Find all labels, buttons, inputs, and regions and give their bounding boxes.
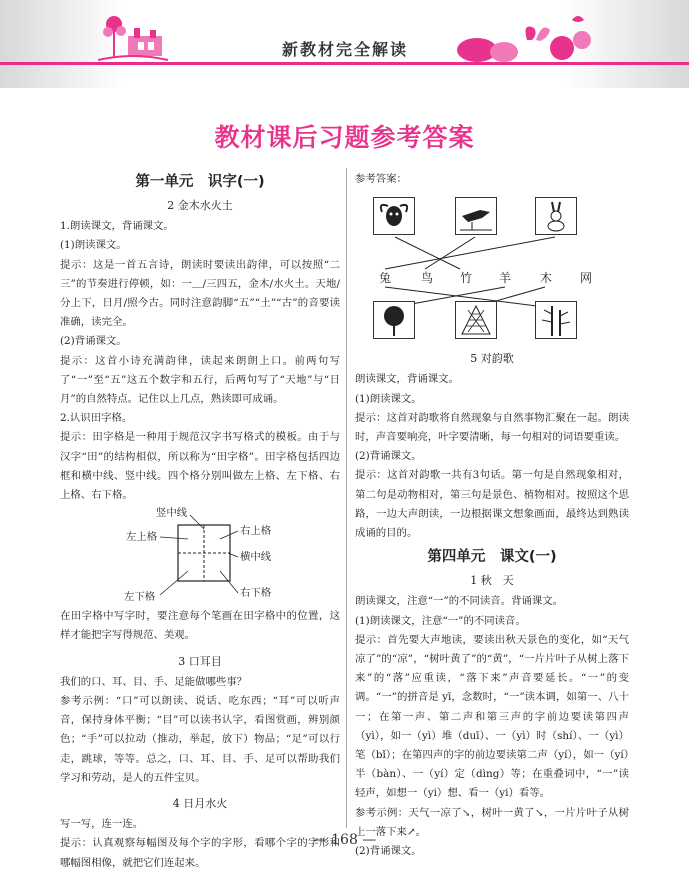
paragraph: 提示：这是一首五言诗，朗读时要读出韵律，可以按照“二三”的节奏进行停顿，如：一＿/三四五，金木/水火土。天地/分上下，日月/照今古。同时注意韵脚“五”“土”“古”的音要读准确，读完全。 bbox=[60, 258, 340, 329]
paragraph: 提示：这首小诗充满韵律，读起来朗朗上口。前两句写了“一”至“五”这五个数字和五行，后两句写了“天地”与“日月”的自然特点。记住以上几点，熟读即可成诵。 bbox=[60, 354, 340, 406]
lesson-title: 5 对韵歌 bbox=[470, 352, 514, 366]
match-char: 木 bbox=[540, 271, 553, 286]
bird-picture bbox=[455, 197, 497, 235]
paragraph: 提示：首先要大声地读，要读出秋天景色的变化，如“天气凉了”的“凉”，“树叶黄了”的“黄”，“一片片叶子从树上落下来”的“落”应重读，“落下来”声音要延长。“一”的变调。“一”的拼音是 yī，念数时，“一”读本调，如第一、八十一；在第一声、第二声和第三声的字前边要读第四声（yì），如一（yì）堆（duī）、一（yì）时（shí）、一（yì）笔（bǐ）；在第四声的字的前边要读第二声（yí），如一（yí）半（bàn）、一（yí）定（dìng）等；在重叠词中，“一”读轻声，如想一（yi）想、看一（yi）看等。 bbox=[355, 633, 629, 800]
paragraph: 我们的口、耳、目、手、足能做哪些事？ bbox=[60, 675, 248, 688]
bamboo-picture bbox=[535, 301, 577, 339]
grid-label-vertical: 竖中线 bbox=[156, 507, 188, 520]
net-picture bbox=[455, 301, 497, 339]
paragraph: 写一写，连一连。 bbox=[60, 818, 144, 831]
right-column bbox=[355, 170, 629, 861]
rabbit-picture bbox=[535, 197, 577, 235]
paragraph: (1)朗读课文。 bbox=[355, 392, 422, 405]
paragraph: (1)朗读课文。 bbox=[60, 239, 127, 252]
grid-label-upper-left: 左上格 bbox=[126, 531, 158, 544]
page-header-banner bbox=[0, 0, 689, 88]
lesson-title: 2 金木水火土 bbox=[167, 199, 233, 212]
paragraph: 2.认识田字格。 bbox=[60, 412, 133, 425]
tianzige-diagram bbox=[60, 507, 340, 605]
reference-label: 参考答案： bbox=[355, 173, 407, 185]
castle-tree-decoration-icon bbox=[98, 8, 168, 64]
match-char: 羊 bbox=[499, 271, 512, 286]
paragraph: (1)朗读课文，注意“一”的不同读音。 bbox=[355, 614, 526, 627]
unit-heading: 第四单元 课文(一) bbox=[427, 549, 557, 566]
paragraph: (2)背诵课文。 bbox=[60, 335, 127, 348]
page-number: — 168 — bbox=[312, 832, 377, 848]
grid-label-lower-left: 左下格 bbox=[124, 591, 156, 604]
paragraph: 朗读课文，注意“一”的不同读音。背诵课文。 bbox=[355, 595, 564, 608]
match-char: 竹 bbox=[460, 271, 473, 286]
bird-icon bbox=[456, 198, 496, 234]
paragraph: 提示：这首对韵歌一共有3句话。第一句是自然现象相对，第二句是动物相对，第三句是景色、植物相对。按照这个思路，一边大声朗读，一边根据课文想象画面，最终达到熟读成诵的目的。 bbox=[355, 469, 629, 540]
paragraph: 提示：认真观察每幅图及每个字的字形，看哪个字的字形和哪幅图相像，就把它们连起来。 bbox=[60, 837, 340, 869]
grid-label-horizontal: 横中线 bbox=[240, 551, 272, 564]
net-icon bbox=[456, 302, 496, 338]
page-title: 教材课后习题参考答案 bbox=[214, 123, 475, 152]
bamboo-icon bbox=[536, 302, 576, 338]
rabbit-icon bbox=[536, 198, 576, 234]
paragraph: 在田字格中写字时，要注意每个笔画在田字格中的位置，这样才能把字写得规范、美观。 bbox=[60, 610, 340, 642]
tree-icon bbox=[374, 302, 414, 338]
lesson-title: 1 秋 天 bbox=[470, 574, 514, 588]
paragraph: 1.朗读课文，背诵课文。 bbox=[60, 220, 174, 233]
paragraph: (2)背诵课文。 bbox=[355, 845, 422, 858]
picture-character-matching bbox=[355, 193, 629, 343]
butterfly-flower-decoration-icon bbox=[452, 10, 602, 66]
header-title: 新教材完全解读 bbox=[281, 40, 408, 59]
match-char: 网 bbox=[580, 271, 593, 286]
paragraph: (2)背诵课文。 bbox=[355, 450, 422, 463]
match-char: 兔 bbox=[379, 271, 392, 286]
lesson-title: 4 日月水火 bbox=[172, 797, 228, 811]
sheep-picture bbox=[373, 197, 415, 235]
lesson-title: 3 口耳目 bbox=[178, 654, 222, 668]
paragraph: 提示：田字格是一种用于规范汉字书写格式的模板。由于与汉字“田”的结构相似，所以称为“田字格”。田字格包括四边框和横中线、竖中线。四个格分别叫做左上格、左下格、右上格、右下格。 bbox=[60, 431, 340, 502]
paragraph: 提示：这首对韵歌将自然现象与自然事物汇聚在一起。朗读时，声音要响亮，叶字要清晰，每一句相对的词语要重读。 bbox=[355, 411, 629, 444]
tianzige-grid-icon bbox=[60, 507, 340, 605]
paragraph: 朗读课文，背诵课文。 bbox=[355, 373, 459, 386]
match-char: 鸟 bbox=[421, 271, 434, 286]
grid-label-lower-right: 右下格 bbox=[240, 587, 272, 600]
tree-picture bbox=[373, 301, 415, 339]
left-column bbox=[60, 170, 340, 873]
sheep-icon bbox=[374, 198, 414, 234]
column-divider bbox=[346, 168, 347, 828]
paragraph: 参考示例：“口”可以朗读、说话、吃东西；“耳”可以听声音，保持身体平衡；“目”可以读书认字，看图赏画，辨别颜色；“手”可以拉动（推动，举起，放下）物品；“足”可以行走，跳球，等等。总之，口、耳、目、手、足可以帮助我们学习和劳动，是人的五件宝贝。 bbox=[60, 695, 340, 784]
unit-heading: 第一单元 识字(一) bbox=[135, 174, 265, 190]
grid-label-upper-right: 右上格 bbox=[240, 525, 272, 538]
paragraph: 参考示例：天气一凉了↘，树叶一黄了↘，一片片叶子从树上一落下来↗。 bbox=[355, 806, 629, 838]
